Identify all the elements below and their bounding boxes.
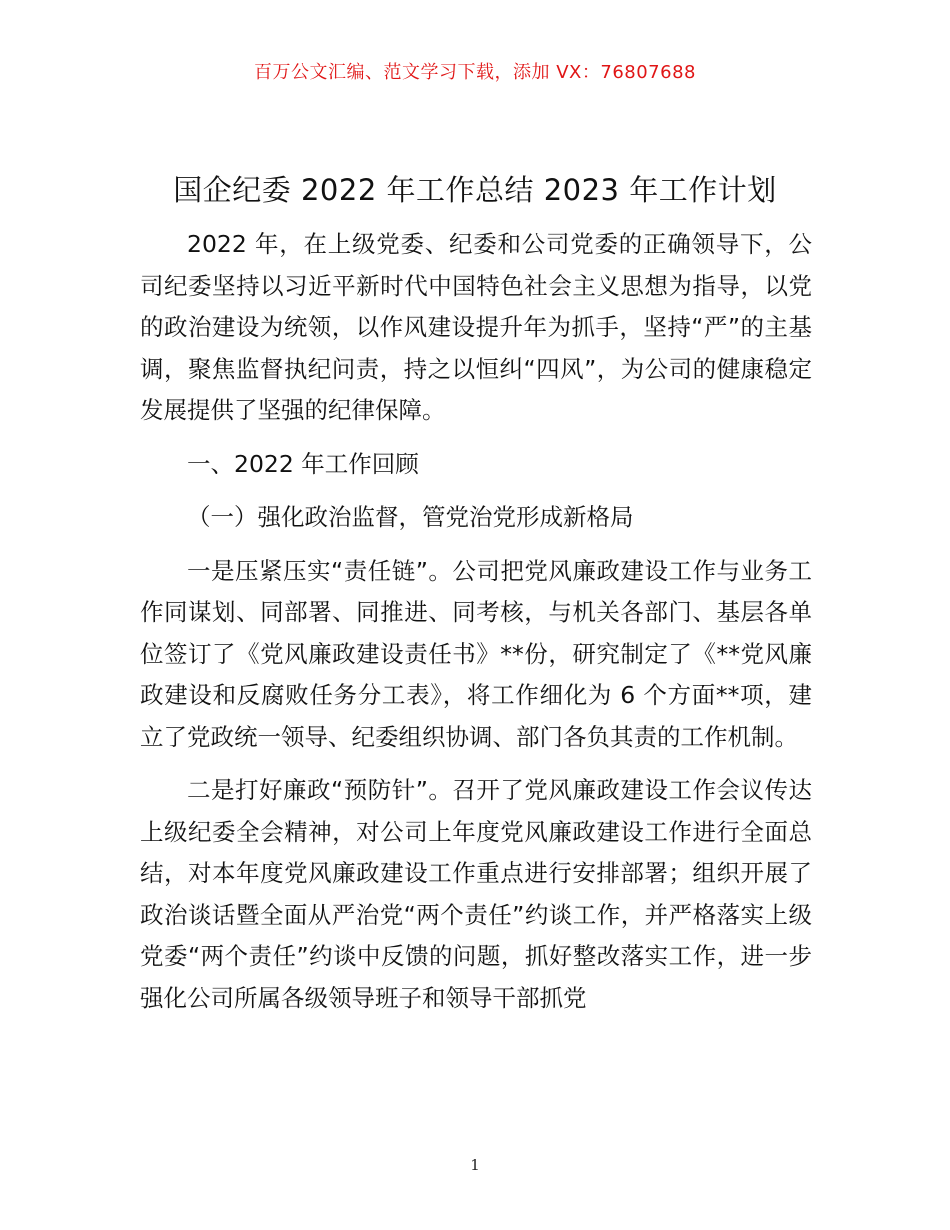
paragraph-prevention: 二是打好廉政“预防针”。召开了党风廉政建设工作会议传达上级纪委全会精神，对公司上年度党风廉政建设工作进行全面总结，对本年度党风廉政建设工作重点进行安排部署；组织开展了政治谈话暨全面从严治党“两个责任”约谈工作，并严格落实上级党委“两个责任”约谈中反馈的问题，抓好整改落实工作，进一步强化公司所属各级领导班子和领导干部抓党 [140,776,812,1012]
watermark-text: 百万公文汇编、范文学习下载，添加 VX：76807688 [254,62,696,83]
subsection-heading-political-supervision: （一）强化政治监督，管党治党形成新格局 [187,503,634,531]
intro-paragraph: 2022 年，在上级党委、纪委和公司党委的正确领导下，公司纪委坚持以习近平新时代中国特色社会主义思想为指导，以党的政治建设为统领，以作风建设提升年为抓手，坚持“严”的主基调，聚焦监督执纪问责，持之以恒纠“四风”，为公司的健康稳定发展提供了坚强的纪律保障。 [140,230,812,424]
document-body [140,224,812,1019]
document-title: 国企纪委 2022 年工作总结 2023 年工作计划 [173,173,777,207]
paragraph-responsibility-chain: 一是压紧压实“责任链”。公司把党风廉政建设工作与业务工作同谋划、同部署、同推进、同考核，与机关各部门、基层各单位签订了《党风廉政建设责任书》**份，研究制定了《**党风廉政建设和反腐败任务分工表》，将工作细化为 6 个方面**项，建立了党政统一领导、纪委组织协调、部门各负其责的工作机制。 [140,556,812,751]
page-number: 1 [470,1156,480,1174]
section-heading-work-review: 一、2022 年工作回顾 [187,449,419,478]
